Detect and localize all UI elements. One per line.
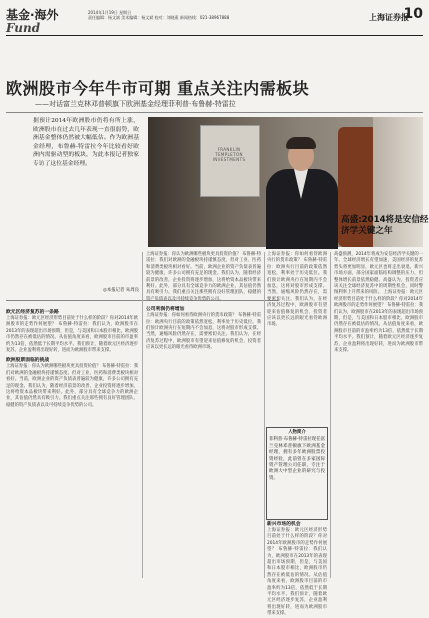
- column-1-text: 上海证券报：欧元区经济形势目前处于什么样的阶段？你对2014年欧洲股市的走势作何展望？ 布鲁赫-特雷拉：我们认为，欧洲股市在2013年的表现超出市场预期，但是，与美国和日本股市相比，欧洲股市仍然存在被低估的情况。从估值角度来看，欧洲股市目前的市盈率约为13倍，依然低于长期平均水平。我们预计，随着欧元区经济逐步复苏，企业盈利将出现好转，进而为欧洲股市带来支撑。: [6, 316, 138, 354]
- lede-text: 据预计2014年欧洲股市仍将有所上涨，欧洲股市在过去几年表现一直很弱势，欧洲基金整体仍然被大幅低估。作为欧洲基金经理，布鲁赫-特雷拉今年比较看好欧洲内需驱动型的板块，为此本报记者独家专访了这位基金经理。: [33, 118, 139, 167]
- column-2-text-cont: 上海证券报：你如何看待欧洲央行的货币政策？ 布鲁赫-特雷拉：欧洲央行目前的政策依然宽松，利率处于历史低位。我们预计欧洲央行在短期内不会加息，这将对股市形成支撑。当然，通缩风险仍然存在，需要密切关注。我们认为，在经济复苏过程中，欧洲股市有望迎来估值修复的机会，投资者应该以更长远的眼光看待欧洲市场。: [146, 313, 261, 351]
- issue-date: 2014年1月19日 星期日: [88, 10, 132, 15]
- header-meta: [88, 10, 338, 20]
- pull-quote-text: 高盛:2014将是安信经济学关键之年: [341, 215, 429, 236]
- sub-title-3: 公司利润仍将增加: [146, 307, 185, 313]
- header-rule: [6, 35, 423, 36]
- pull-quote: [341, 215, 429, 237]
- profile-box: [266, 427, 328, 520]
- person-hair: [286, 137, 316, 149]
- section-english-label: Fund: [6, 21, 41, 35]
- column-divider-2: [264, 252, 265, 578]
- sub-title-1: 欧元区经济复苏的一条路: [6, 310, 59, 315]
- column-2-text: 上海证券报：你认为欧洲哪些板块更具投资价值？ 布鲁赫-特雷拉：我们对欧洲的金融板块持谨慎态度，但对工业、医药和消费类板块相对看好。当前，欧洲企业的资产负债表普遍较为健康，许多公司拥有充足的现金。我们认为，随着经济前景的改善，企业投资将逐步增加，这将给资本品板块带来利好。此外，部分具有全球竞争力的欧洲企业，其估值仍然具有吸引力。我们重点关注那些拥有良好管理团队、稳健的资产负债表以及可持续竞争优势的公司。: [146, 252, 261, 302]
- photo-person: [258, 137, 348, 247]
- column-1-text-cont: 上海证券报：你认为欧洲哪些板块更具投资价值？ 布鲁赫-特雷拉：我们对欧洲的金融板块持谨慎态度，但对工业、医药和消费类板块相对看好。当前，欧洲企业的资产负债表普遍较为健康，许多公司拥有充足的现金。我们认为，随着经济前景的改善，企业投资将逐步增加，这将给资本品板块带来利好。此外，部分具有全球竞争力的欧洲企业，其估值仍然具有吸引力。我们重点关注那些拥有良好管理团队、稳健的资产负债表以及可持续竞争优势的公司。: [6, 364, 138, 408]
- sidebar-article: [334, 252, 423, 578]
- article-column-2: [146, 252, 261, 578]
- article-subheadline: ——对话富兰克林邓普顿旗下欧洲基金经理菲利普·布鲁赫-特雷拉: [35, 100, 236, 108]
- article-headline: 欧洲股市今年牛市可期 重点关注内需板块: [6, 79, 310, 98]
- sub-title-2: 欧洲股票面临的挑战: [6, 358, 50, 364]
- column-3-text: 上海证券报：你如何看待欧洲央行的货币政策？ 布鲁赫-特雷拉：欧洲央行目前的政策依然宽松，利率处于历史低位。我们预计欧洲央行在短期内不会加息，这将对股市形成支撑。当然，通缩风险仍然存在，需要密切关注。我们认为，在经济复苏过程中，欧洲股市有望迎来估值修复的机会，投资者应该以更长远的眼光看待欧洲市场。: [267, 252, 327, 328]
- headline-rule: [6, 112, 423, 113]
- article-byline: ◎本报记者 朱周良: [103, 288, 139, 293]
- profile-text: 菲利普·布鲁赫-特雷拉现任富兰克林邓普顿旗下欧洲基金经理，拥有多年欧洲股票投资经验，此前曾在多家国际资产管理公司任职，专注于欧洲大中型企业的研究与投资。: [269, 437, 325, 481]
- editor-credits: 责任编辑：杨文斌 美术编辑：杨文斌 校对：刘晓燕 新闻热线：021-38967888: [88, 15, 230, 20]
- profile-title: 人物简介: [288, 430, 306, 435]
- photo-sign-text: FRANKLIN TEMPLETON INVESTMENTS: [212, 147, 246, 162]
- newspaper-name: 上海证券报: [369, 12, 409, 22]
- page-header: [6, 6, 423, 36]
- sub-title-4: 新兴市场的机会: [267, 522, 301, 527]
- sidebar-text: 高盛预测，2014年将成为安信经济学关键的一年。全球经济增长有望加速，美国经济的复苏势头将更加明显，欧元区也将走出衰退。新兴市场方面，部分国家面临结构调整的压力，但整体增长前景依然稳健。高盛认为，投资者应该关注全球经济复苏中的周期性机会，同时警惕利率上升带来的风险。: [334, 252, 423, 296]
- article-column-1: [6, 306, 138, 578]
- section-title: 基金·海外: [6, 8, 59, 22]
- sidebar-text-cont: 上海证券报：欧元区经济形势目前处于什么样的阶段？你对2014年欧洲股市的走势作何展望？ 布鲁赫-特雷拉：我们认为，欧洲股市在2013年的表现超出市场预期，但是，与美国和日本股市相比，欧洲股市仍然存在被低估的情况。从估值角度来看，欧洲股市目前的市盈率约为13倍，依然低于长期平均水平。我们预计，随着欧元区经济逐步复苏，企业盈利将出现好转，进而为欧洲股市带来支撑。: [334, 290, 424, 354]
- column-3-bottom-text: 上海证券报：欧元区经济形势目前处于什么样的阶段？你对2014年欧洲股市的走势作何展望？ 布鲁赫-特雷拉：我们认为，欧洲股市在2013年的表现超出市场预期，但是，与美国和日本股市相比，欧洲股市仍然存在被低估的情况。从估值角度来看，欧洲股市目前的市盈率约为13倍，依然低于长期平均水平。我们预计，随着欧元区经济逐步复苏，企业盈利将出现好转，进而为欧洲股市带来支撑。: [267, 528, 327, 617]
- article-column-3: [267, 252, 327, 424]
- page-number: 10: [403, 6, 423, 22]
- article-column-3-bottom: [267, 518, 327, 617]
- column-divider-3: [330, 252, 331, 578]
- article-lede: [33, 117, 139, 284]
- column-divider-1: [142, 252, 143, 578]
